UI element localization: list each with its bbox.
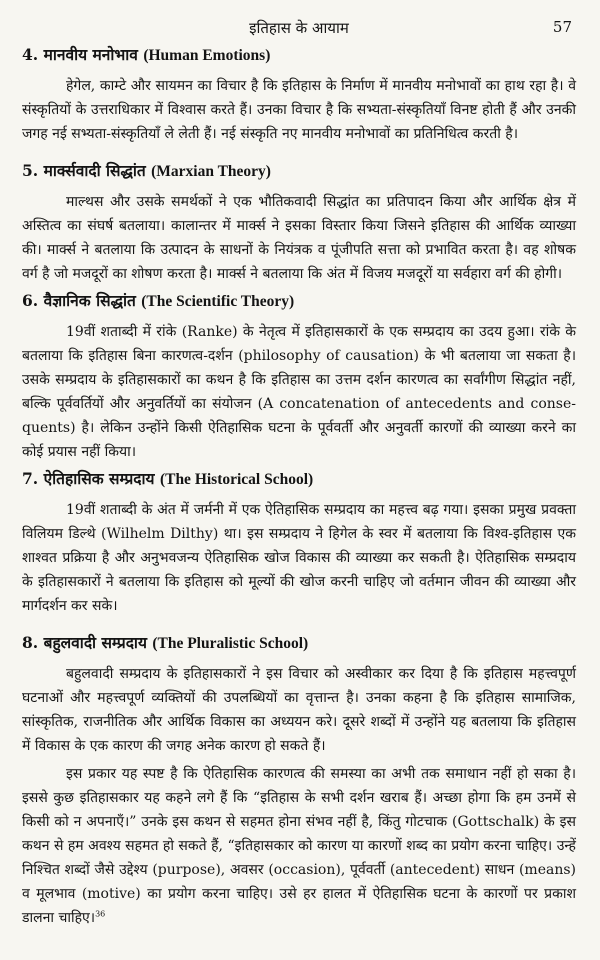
paragraph: 19वीं शताब्दी के अंत में जर्मनी में एक ऐतिहासिक सम्प्रदाय का महत्त्व बढ़ गया। इसका प्रमुख प्रवक्ता विलियम डिल्थे (Wilhelm Dilthy) था। इस सम्प्रदाय ने हिगेल के स्वर में बतलाया कि विश्व-इतिहास एक शाश्वत प्रक्रिया है और अनुभवजन्य ऐतिहासिक खोज विकास की व्याख्या कर सकती है। ऐतिहासिक सम्प्रदाय के इतिहासकारों ने बतलाया कि इतिहास को मूल्यों की खोज करनी चाहिए जो वर्तमान जीवन की व्याख्या और मार्गदर्शन कर सके। [22, 502, 576, 614]
section-title-hindi: मानवीय मनोभाव [43, 45, 138, 64]
paragraph: हेगेल, काम्टे और सायमन का विचार है कि इतिहास के निर्माण में मानवीय मनोभावों का हाथ रहा है। वे संस्कृतियों के उत्तराधिकार में विश्वास करते हैं। उनका विचार है कि सभ्यता-संस्कृतियाँ विनष्ट होती हैं और उनकी जगह नई सभ्यता-संस्कृतियाँ ले लेती हैं। नई संस्कृति नए मानवीय मनोभावों का प्रतिनिधित्व करती है। [22, 78, 577, 142]
section-number: 7. [22, 469, 39, 488]
running-header [22, 14, 576, 40]
section-human-emotions [22, 44, 576, 146]
page-number: 57 [552, 18, 572, 36]
paragraph-text: इस प्रकार यह स्पष्ट है कि ऐतिहासिक कारणत्व की समस्या का अभी तक समाधान नहीं हो सका है। इससे कुछ इतिहासकार यह कहने लगे हैं कि “इतिहास के सभी दर्शन खराब हैं। अच्छा होगा कि हम उनमें से किसी को न अपनाएँ।” उनके इस कथन से सहमत होना संभव नहीं है, किंतु गोटचाक (Gottschalk) के इस कथन से हम अवश्य सहमत हो सकते हैं, “इतिहासकार को कारण या कारणों शब्द का प्रयोग करना चाहिए। उन्हें निश्चित शब्दों जैसे उद्देश्य (purpose), अवसर (occasion), पूर्ववर्ती (antecedent) साधन (means) व मूलभाव (motive) का प्रयोग करना चाहिए। उसे हर हालत में ऐतिहासिक घटना के कारणों पर प्रकाश डालना चाहिए। [22, 766, 576, 926]
section-title-english: (Marxian Theory) [151, 163, 271, 180]
section-heading [22, 290, 576, 312]
section-pluralistic-school [22, 632, 576, 930]
section-title-hindi: वैज्ञानिक सिद्धांत [43, 291, 136, 310]
section-title-hindi: ऐतिहासिक सम्प्रदाय [43, 469, 155, 488]
footnote-marker: 36 [95, 909, 106, 919]
section-title-english: (The Historical School) [159, 471, 314, 488]
section-number: 4. [22, 45, 39, 64]
section-title-hindi: मार्क्सवादी सिद्धांत [43, 161, 146, 180]
paragraph [22, 762, 576, 930]
section-scientific-theory [22, 290, 576, 464]
section-title-english: (The Pluralistic School) [152, 635, 309, 652]
paragraph: 19वीं शताब्दी में रांके (Ranke) के नेतृत्व में इतिहासकारों के एक सम्प्रदाय का उदय हुआ। रांके के बतलाया कि इतिहास बिना कारणत्व-दर्शन (philosophy of causation) के भी बतलाया जा सकता है। उसके सम्प्रदाय के इतिहासकारों का कथन है कि इतिहास का उत्तम दर्शन कारणत्व का सर्वांगीण सिद्धांत नहीं, बल्कि पूर्ववर्तियों और अनुवर्तियों का संयोजन (A concatenation of antecedents and conse-quents) है। लेकिन उन्होंने किसी ऐतिहासिक घटना के पूर्ववर्ती और अनुवर्ती कारणों की व्याख्या करने का कोई प्रयास नहीं किया। [22, 324, 576, 460]
section-historical-school [22, 468, 576, 618]
section-number: 8. [22, 633, 39, 652]
section-heading [22, 468, 576, 490]
section-title-english: (The Scientific Theory) [141, 293, 295, 310]
section-heading [22, 44, 576, 66]
running-title: इतिहास के आयाम [249, 19, 349, 37]
section-number: 6. [22, 291, 39, 310]
paragraph: माल्थस और उसके समर्थकों ने एक भौतिकवादी सिद्धांत का प्रतिपादन किया और आर्थिक क्षेत्र में अस्तित्व का संघर्ष बतलाया। कालान्तर में मार्क्स ने इसका विस्तार किया जिसने इतिहास की आर्थिक व्याख्या की। मार्क्स ने बतलाया कि उत्पादन के साधनों के नियंत्रक व पूंजीपति सत्ता को प्रभावित करता है। वह शोषक वर्ग है जो मजदूरों का शोषण करता है। मार्क्स ने बतलाया कि अंत में विजय मजदूरों या सर्वहारा वर्ग की होगी। [22, 194, 576, 282]
section-marxian-theory [22, 160, 576, 286]
paragraph: बहुलवादी सम्प्रदाय के इतिहासकारों ने इस विचार को अस्वीकार कर दिया है कि इतिहास महत्त्वपूर्ण घटनाओं और महत्त्वपूर्ण व्यक्तियों की उपलब्धियों का वृत्तान्त है। उनका कहना है कि इतिहास सामाजिक, सांस्कृतिक, राजनीतिक और आर्थिक विकास का अध्ययन करे। दूसरे शब्दों में उन्होंने यह बतलाया कि इतिहास में विकास के एक कारण की जगह अनेक कारण हो सकते हैं। [22, 666, 576, 754]
section-heading [22, 632, 576, 654]
section-heading [22, 160, 576, 182]
section-title-hindi: बहुलवादी सम्प्रदाय [43, 633, 147, 652]
section-title-english: (Human Emotions) [143, 47, 271, 64]
section-number: 5. [22, 161, 39, 180]
